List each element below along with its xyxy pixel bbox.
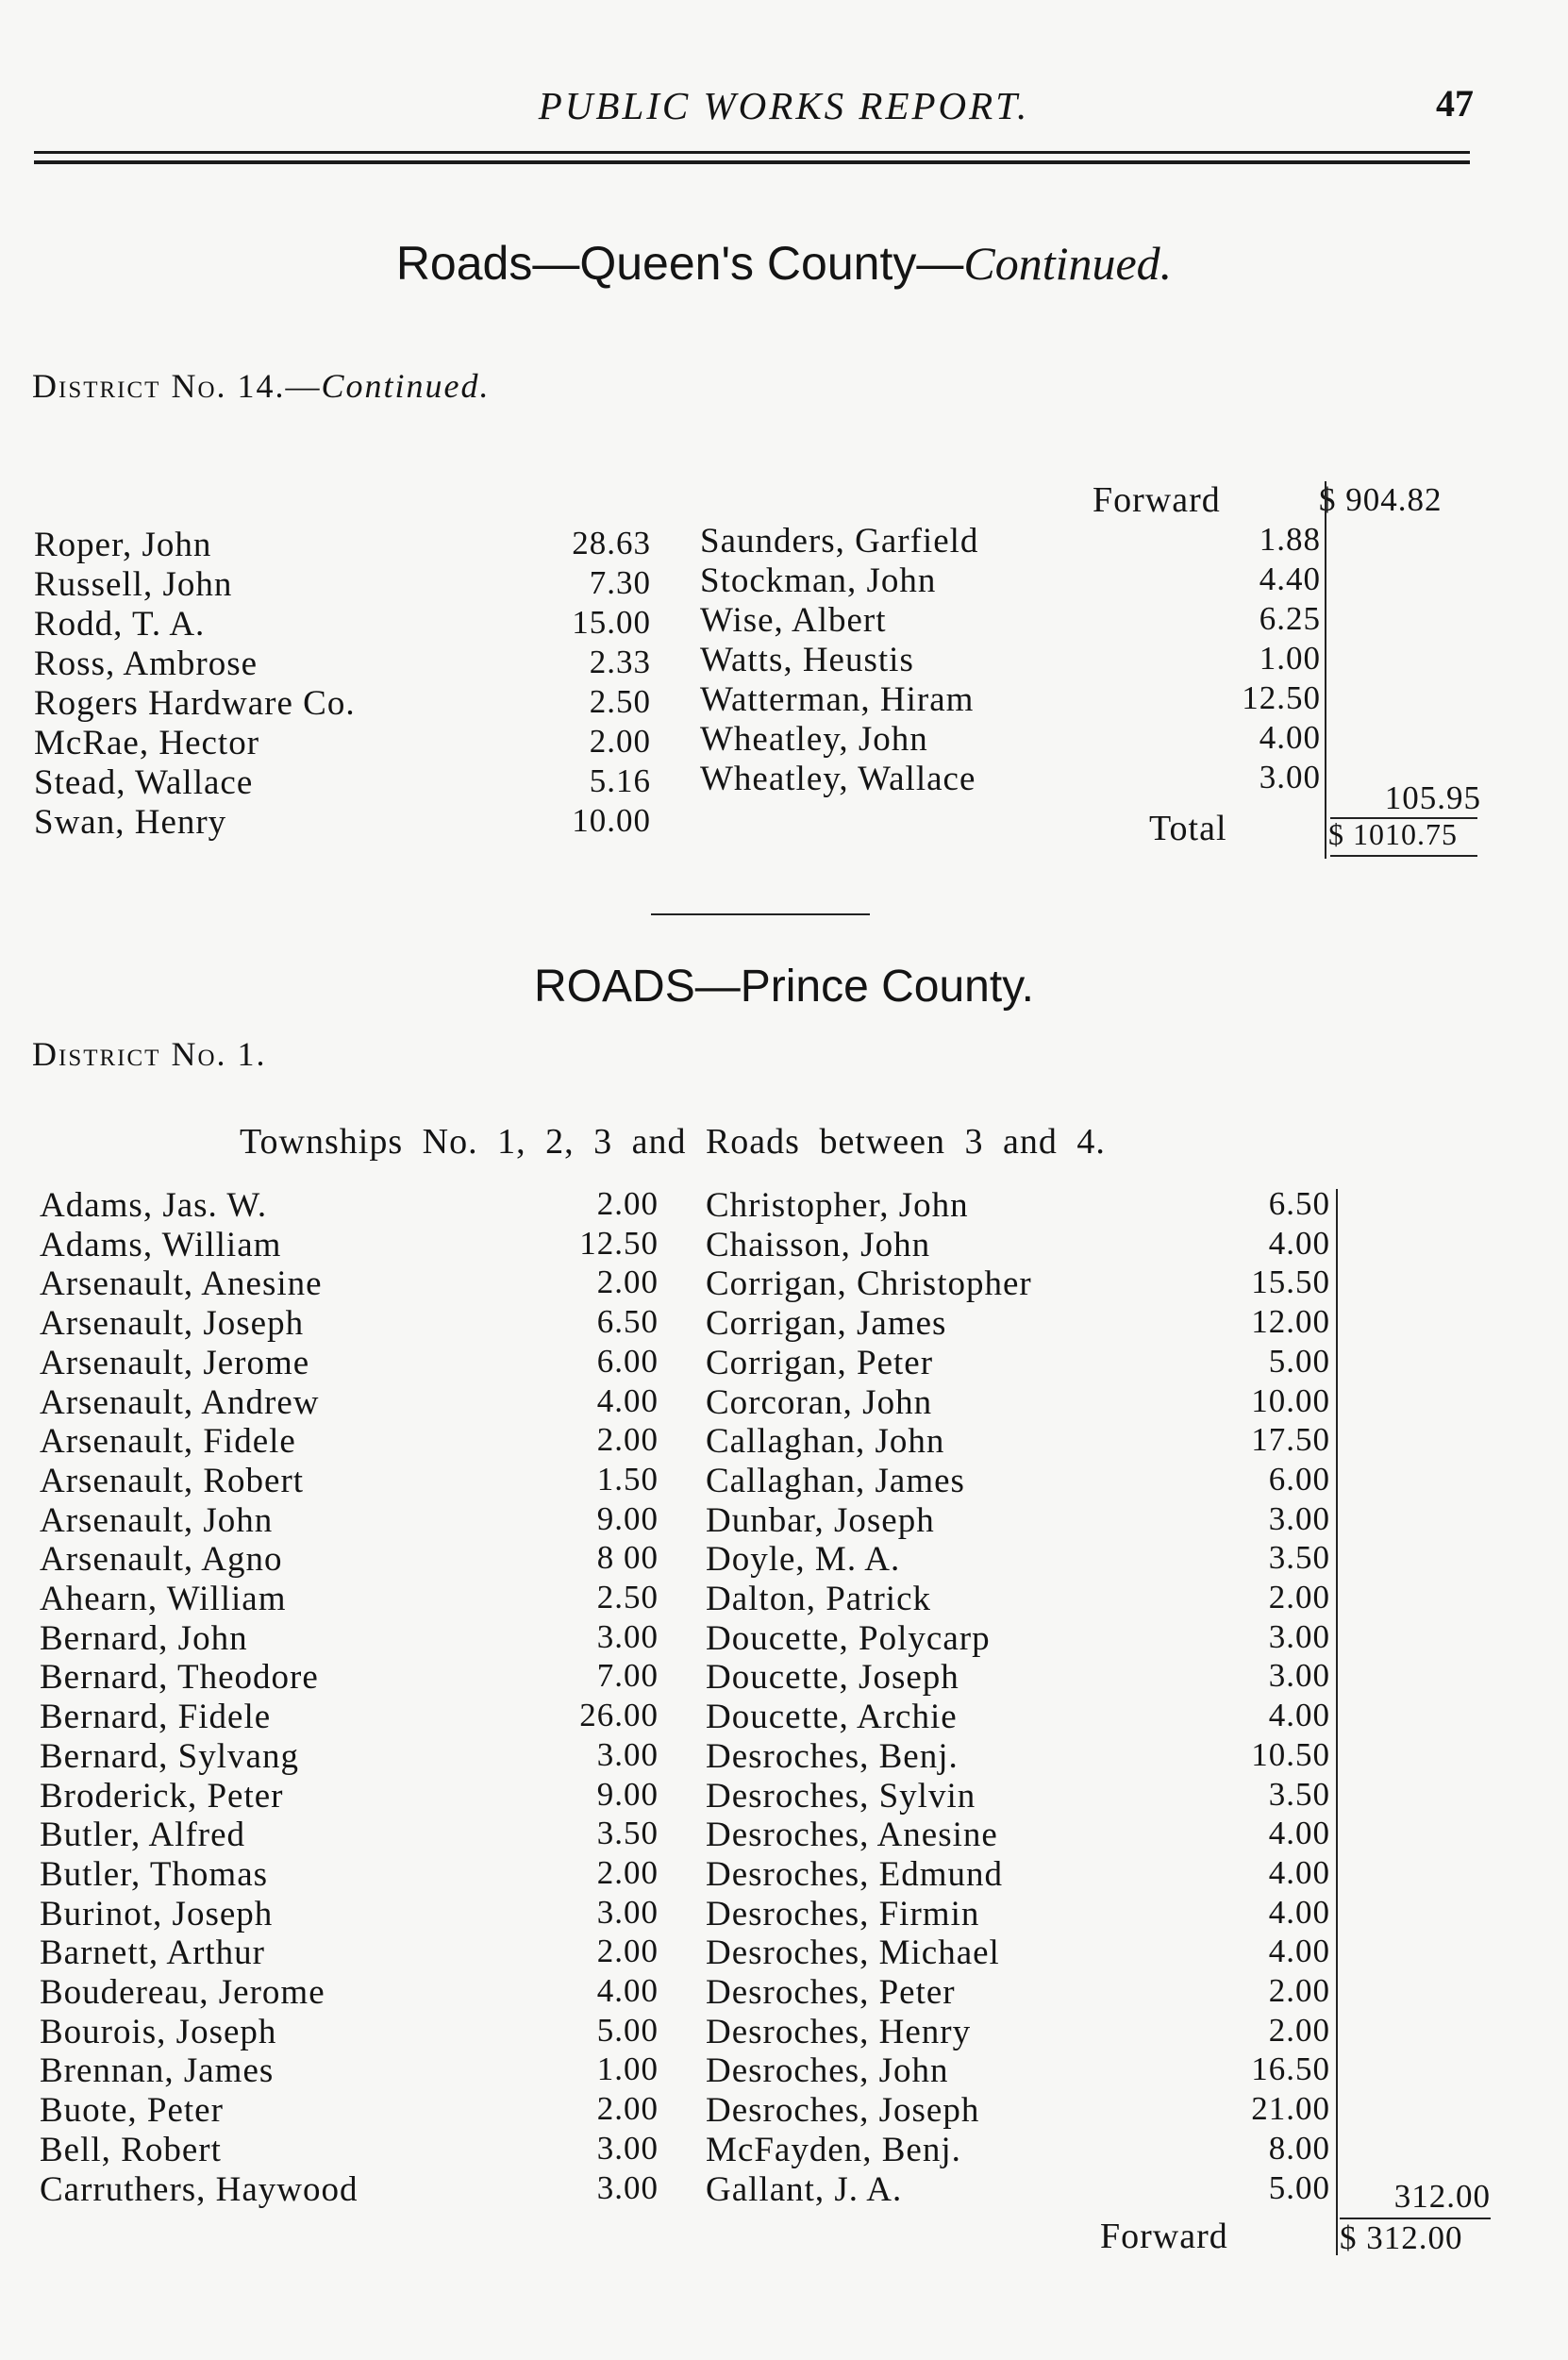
queens-left-entry-amount: 7.30 [589, 564, 651, 601]
prince-right-entry-name: Callaghan, James [706, 1461, 965, 1500]
prince-right-entry-amount: 17.50 [1251, 1421, 1330, 1459]
prince-left-entry-name: Butler, Thomas [40, 1854, 269, 1894]
prince-left-entry-amount: 9.00 [596, 1775, 659, 1813]
prince-left-entry-name: Arsenault, Robert [40, 1461, 305, 1500]
prince-left-entry-amount: 3.00 [596, 1735, 659, 1773]
prince-right-entry-name: Dalton, Patrick [706, 1580, 932, 1618]
prince-right-entry-amount: 3.00 [1268, 1499, 1330, 1537]
prince-right-entry-name: Desroches, Anesine [706, 1816, 998, 1855]
prince-right-entry-name: Desroches, Peter [706, 1973, 956, 2012]
prince-left-entry-name: Barnett, Arthur [40, 1933, 266, 1973]
forward-label-prince: Forward [1100, 2217, 1228, 2256]
queens-left-entry-name: Rogers Hardware Co. [34, 684, 356, 723]
district-14-italic: Continued. [321, 367, 491, 405]
prince-right-entry-amount: 3.50 [1268, 1775, 1330, 1813]
prince-right-entry-amount: 6.50 [1268, 1185, 1330, 1222]
prince-right-entry-name: Desroches, Firmin [706, 1894, 980, 1933]
prince-left-entry-name: Carruthers, Haywood [40, 2169, 359, 2209]
prince-right-entry-amount: 6.00 [1268, 1460, 1330, 1498]
prince-right-entry-name: Corrigan, Christopher [706, 1264, 1032, 1304]
queens-right-entry-amount: 1.00 [1259, 640, 1321, 677]
prince-right-entry-amount: 4.00 [1268, 1933, 1330, 1970]
prince-left-entry-amount: 2.00 [596, 1933, 659, 1970]
prince-right-entry-amount: 4.00 [1268, 1224, 1330, 1262]
queens-right-entry-name: Wise, Albert [700, 601, 887, 640]
prince-left-entry-name: Arsenault, Joseph [40, 1304, 305, 1344]
queens-right-entry-name: Wheatley, Wallace [700, 760, 976, 798]
page-number: 47 [1436, 82, 1474, 125]
prince-right-entry-name: Dunbar, Joseph [706, 1500, 935, 1540]
queens-left-entry-amount: 2.00 [589, 723, 651, 760]
prince-left-entry-name: Brennan, James [40, 2051, 275, 2091]
prince-left-entry-name: Bell, Robert [40, 2130, 222, 2169]
queens-right-entry-amount: 4.40 [1259, 561, 1321, 597]
forward-amount-queens: $ 904.82 [1319, 481, 1443, 518]
prince-left-entry-amount: 2.00 [596, 1853, 659, 1891]
prince-left-entry-name: Adams, William [40, 1225, 282, 1264]
prince-left-entry-amount: 4.00 [596, 1381, 659, 1419]
prince-left-entry-amount: 9.00 [596, 1499, 659, 1537]
prince-right-entry-amount: 3.50 [1268, 1539, 1330, 1577]
queens-left-entry-name: Rodd, T. A. [34, 605, 206, 644]
section-divider [651, 913, 870, 915]
queens-left-entry-amount: 10.00 [572, 802, 651, 839]
prince-right-entry-amount: 10.50 [1251, 1735, 1330, 1773]
prince-right-entry-name: Corcoran, John [706, 1382, 933, 1422]
prince-right-entry-name: Doucette, Joseph [706, 1658, 959, 1698]
subtotal-prince: 312.00 [1393, 2178, 1491, 2215]
prince-left-entry-amount: 7.00 [596, 1657, 659, 1695]
prince-left-entry-amount: 1.50 [596, 1460, 659, 1498]
prince-left-entry-amount: 3.00 [596, 2168, 659, 2206]
prince-right-entry-name: Desroches, Joseph [706, 2091, 980, 2131]
prince-left-entry-amount: 2.00 [596, 1421, 659, 1459]
prince-right-entry-name: McFayden, Benj. [706, 2130, 961, 2169]
prince-right-entry-name: Desroches, John [706, 2051, 949, 2091]
prince-left-entry-name: Buote, Peter [40, 2091, 224, 2131]
forward-amount-prince: $ 312.00 [1340, 2219, 1463, 2256]
queens-right-entry-name: Wheatley, John [700, 720, 928, 759]
prince-right-entry-amount: 15.50 [1251, 1264, 1330, 1301]
queens-right-entry-name: Stockman, John [700, 561, 937, 600]
prince-amount-rule [1336, 1189, 1338, 2255]
prince-left-entry-name: Burinot, Joseph [40, 1894, 274, 1933]
prince-left-entry-amount: 3.00 [596, 1893, 659, 1931]
forward-label-queens: Forward [1093, 480, 1221, 520]
prince-left-entry-amount: 2.00 [596, 2090, 659, 2128]
queens-left-entry-amount: 15.00 [572, 604, 651, 641]
prince-left-entry-name: Ahearn, William [40, 1580, 287, 1618]
prince-left-entry-name: Arsenault, John [40, 1500, 274, 1540]
prince-right-entry-amount: 4.00 [1268, 1893, 1330, 1931]
prince-right-entry-name: Desroches, Henry [706, 2012, 972, 2051]
section-title-queens-main: Roads—Queen's County— [395, 237, 964, 290]
prince-right-entry-name: Chaisson, John [706, 1225, 931, 1264]
prince-right-entry-amount: 16.50 [1251, 2050, 1330, 2088]
prince-right-entry-name: Desroches, Michael [706, 1933, 1000, 1973]
header-rule [34, 151, 1470, 154]
prince-right-entry-amount: 3.00 [1268, 1617, 1330, 1655]
queens-right-entry-name: Watts, Heustis [700, 641, 914, 679]
prince-right-entry-amount: 4.00 [1268, 1853, 1330, 1891]
townships-line: Townships No. 1, 2, 3 and Roads between 3 and 4. [240, 1122, 1106, 1162]
queens-left-entry-name: Roper, John [34, 526, 212, 564]
queens-left-entry-amount: 28.63 [572, 525, 651, 561]
prince-right-entry-amount: 4.00 [1268, 1815, 1330, 1852]
prince-left-entry-name: Boudereau, Jerome [40, 1973, 325, 2012]
queens-right-entry-amount: 6.25 [1259, 600, 1321, 637]
prince-right-entry-name: Corrigan, Peter [706, 1343, 934, 1382]
prince-left-entry-name: Bernard, Sylvang [40, 1736, 299, 1776]
section-title-prince: ROADS—Prince County. [534, 962, 1034, 1012]
prince-left-entry-amount: 6.50 [596, 1303, 659, 1341]
prince-right-entry-amount: 5.00 [1268, 2168, 1330, 2206]
prince-right-entry-name: Callaghan, John [706, 1422, 945, 1462]
section-title-queens [0, 236, 1568, 291]
queens-left-entry-name: Russell, John [34, 565, 233, 604]
prince-left-entry-name: Broderick, Peter [40, 1776, 284, 1816]
prince-right-entry-amount: 2.00 [1268, 1972, 1330, 2009]
prince-right-entry-name: Christopher, John [706, 1186, 969, 1225]
prince-right-entry-amount: 5.00 [1268, 1342, 1330, 1380]
subtotal-queens: 105.95 [1384, 779, 1481, 816]
prince-left-entry-name: Bernard, John [40, 1618, 248, 1658]
prince-left-entry-name: Arsenault, Andrew [40, 1382, 320, 1422]
prince-left-entry-amount: 8 00 [596, 1539, 659, 1577]
prince-right-entry-name: Desroches, Sylvin [706, 1776, 976, 1816]
prince-left-entry-name: Bernard, Fidele [40, 1698, 272, 1737]
prince-left-entry-amount: 5.00 [596, 2011, 659, 2049]
queens-left-entry-name: Swan, Henry [34, 803, 227, 842]
prince-right-entry-name: Doucette, Polycarp [706, 1618, 991, 1658]
district-14-label: District No. 14.— [32, 367, 322, 405]
prince-left-entry-amount: 26.00 [579, 1697, 659, 1734]
prince-left-entry-name: Bernard, Theodore [40, 1658, 319, 1698]
prince-left-entry-amount: 6.00 [596, 1342, 659, 1380]
prince-right-entry-amount: 8.00 [1268, 2129, 1330, 2167]
queens-left-entry-amount: 5.16 [589, 762, 651, 799]
header-rule-double [34, 160, 1470, 164]
prince-left-entry-name: Arsenault, Agno [40, 1540, 283, 1580]
prince-left-entry-amount: 2.00 [596, 1185, 659, 1222]
district-heading-14 [32, 366, 491, 406]
queens-right-entry-amount: 3.00 [1259, 759, 1321, 795]
prince-left-entry-name: Arsenault, Anesine [40, 1264, 323, 1304]
queens-right-entry-name: Watterman, Hiram [700, 680, 975, 719]
prince-left-entry-name: Butler, Alfred [40, 1816, 246, 1855]
district-1-label: District No. 1. [32, 1035, 267, 1073]
prince-right-entry-amount: 3.00 [1268, 1657, 1330, 1695]
prince-left-entry-name: Adams, Jas. W. [40, 1186, 268, 1225]
prince-left-entry-name: Arsenault, Jerome [40, 1343, 310, 1382]
prince-right-entry-name: Corrigan, James [706, 1304, 947, 1344]
queens-left-entry-amount: 2.50 [589, 683, 651, 720]
district-heading-1 [32, 1034, 267, 1074]
prince-right-entry-amount: 10.00 [1251, 1381, 1330, 1419]
queens-left-entry-amount: 2.33 [589, 644, 651, 680]
prince-right-entry-name: Doyle, M. A. [706, 1540, 901, 1580]
prince-left-entry-amount: 1.00 [596, 2050, 659, 2088]
prince-left-entry-amount: 3.50 [596, 1815, 659, 1852]
prince-left-entry-amount: 2.00 [596, 1264, 659, 1301]
total-amount-queens: $ 1010.75 [1328, 817, 1458, 851]
queens-left-entry-name: Ross, Ambrose [34, 644, 259, 683]
total-rule-queens [1330, 855, 1477, 857]
prince-left-entry-name: Arsenault, Fidele [40, 1422, 296, 1462]
prince-right-entry-name: Desroches, Edmund [706, 1854, 1003, 1894]
running-title: PUBLIC WORKS REPORT. [538, 84, 1030, 127]
prince-right-entry-amount: 2.00 [1268, 2011, 1330, 2049]
queens-left-entry-name: McRae, Hector [34, 724, 260, 762]
prince-right-entry-amount: 2.00 [1268, 1579, 1330, 1615]
queens-right-entry-amount: 1.88 [1259, 521, 1321, 558]
queens-right-entry-amount: 4.00 [1259, 719, 1321, 756]
prince-right-entry-amount: 12.00 [1251, 1303, 1330, 1341]
prince-right-entry-amount: 4.00 [1268, 1697, 1330, 1734]
queens-right-entry-amount: 12.50 [1242, 679, 1321, 716]
total-label-queens: Total [1149, 809, 1227, 848]
prince-left-entry-amount: 3.00 [596, 1617, 659, 1655]
prince-right-entry-name: Gallant, J. A. [706, 2169, 903, 2209]
prince-right-entry-amount: 21.00 [1251, 2090, 1330, 2128]
prince-right-entry-name: Doucette, Archie [706, 1698, 958, 1737]
prince-left-entry-amount: 3.00 [596, 2129, 659, 2167]
queens-left-entry-name: Stead, Wallace [34, 763, 254, 802]
prince-left-entry-amount: 2.50 [596, 1579, 659, 1615]
queens-right-entry-name: Saunders, Garfield [700, 522, 979, 561]
prince-left-entry-name: Bourois, Joseph [40, 2012, 277, 2051]
prince-left-entry-amount: 12.50 [579, 1224, 659, 1262]
prince-left-entry-amount: 4.00 [596, 1972, 659, 2009]
section-title-queens-italic: Continued. [963, 237, 1173, 290]
prince-right-entry-name: Desroches, Benj. [706, 1736, 959, 1776]
